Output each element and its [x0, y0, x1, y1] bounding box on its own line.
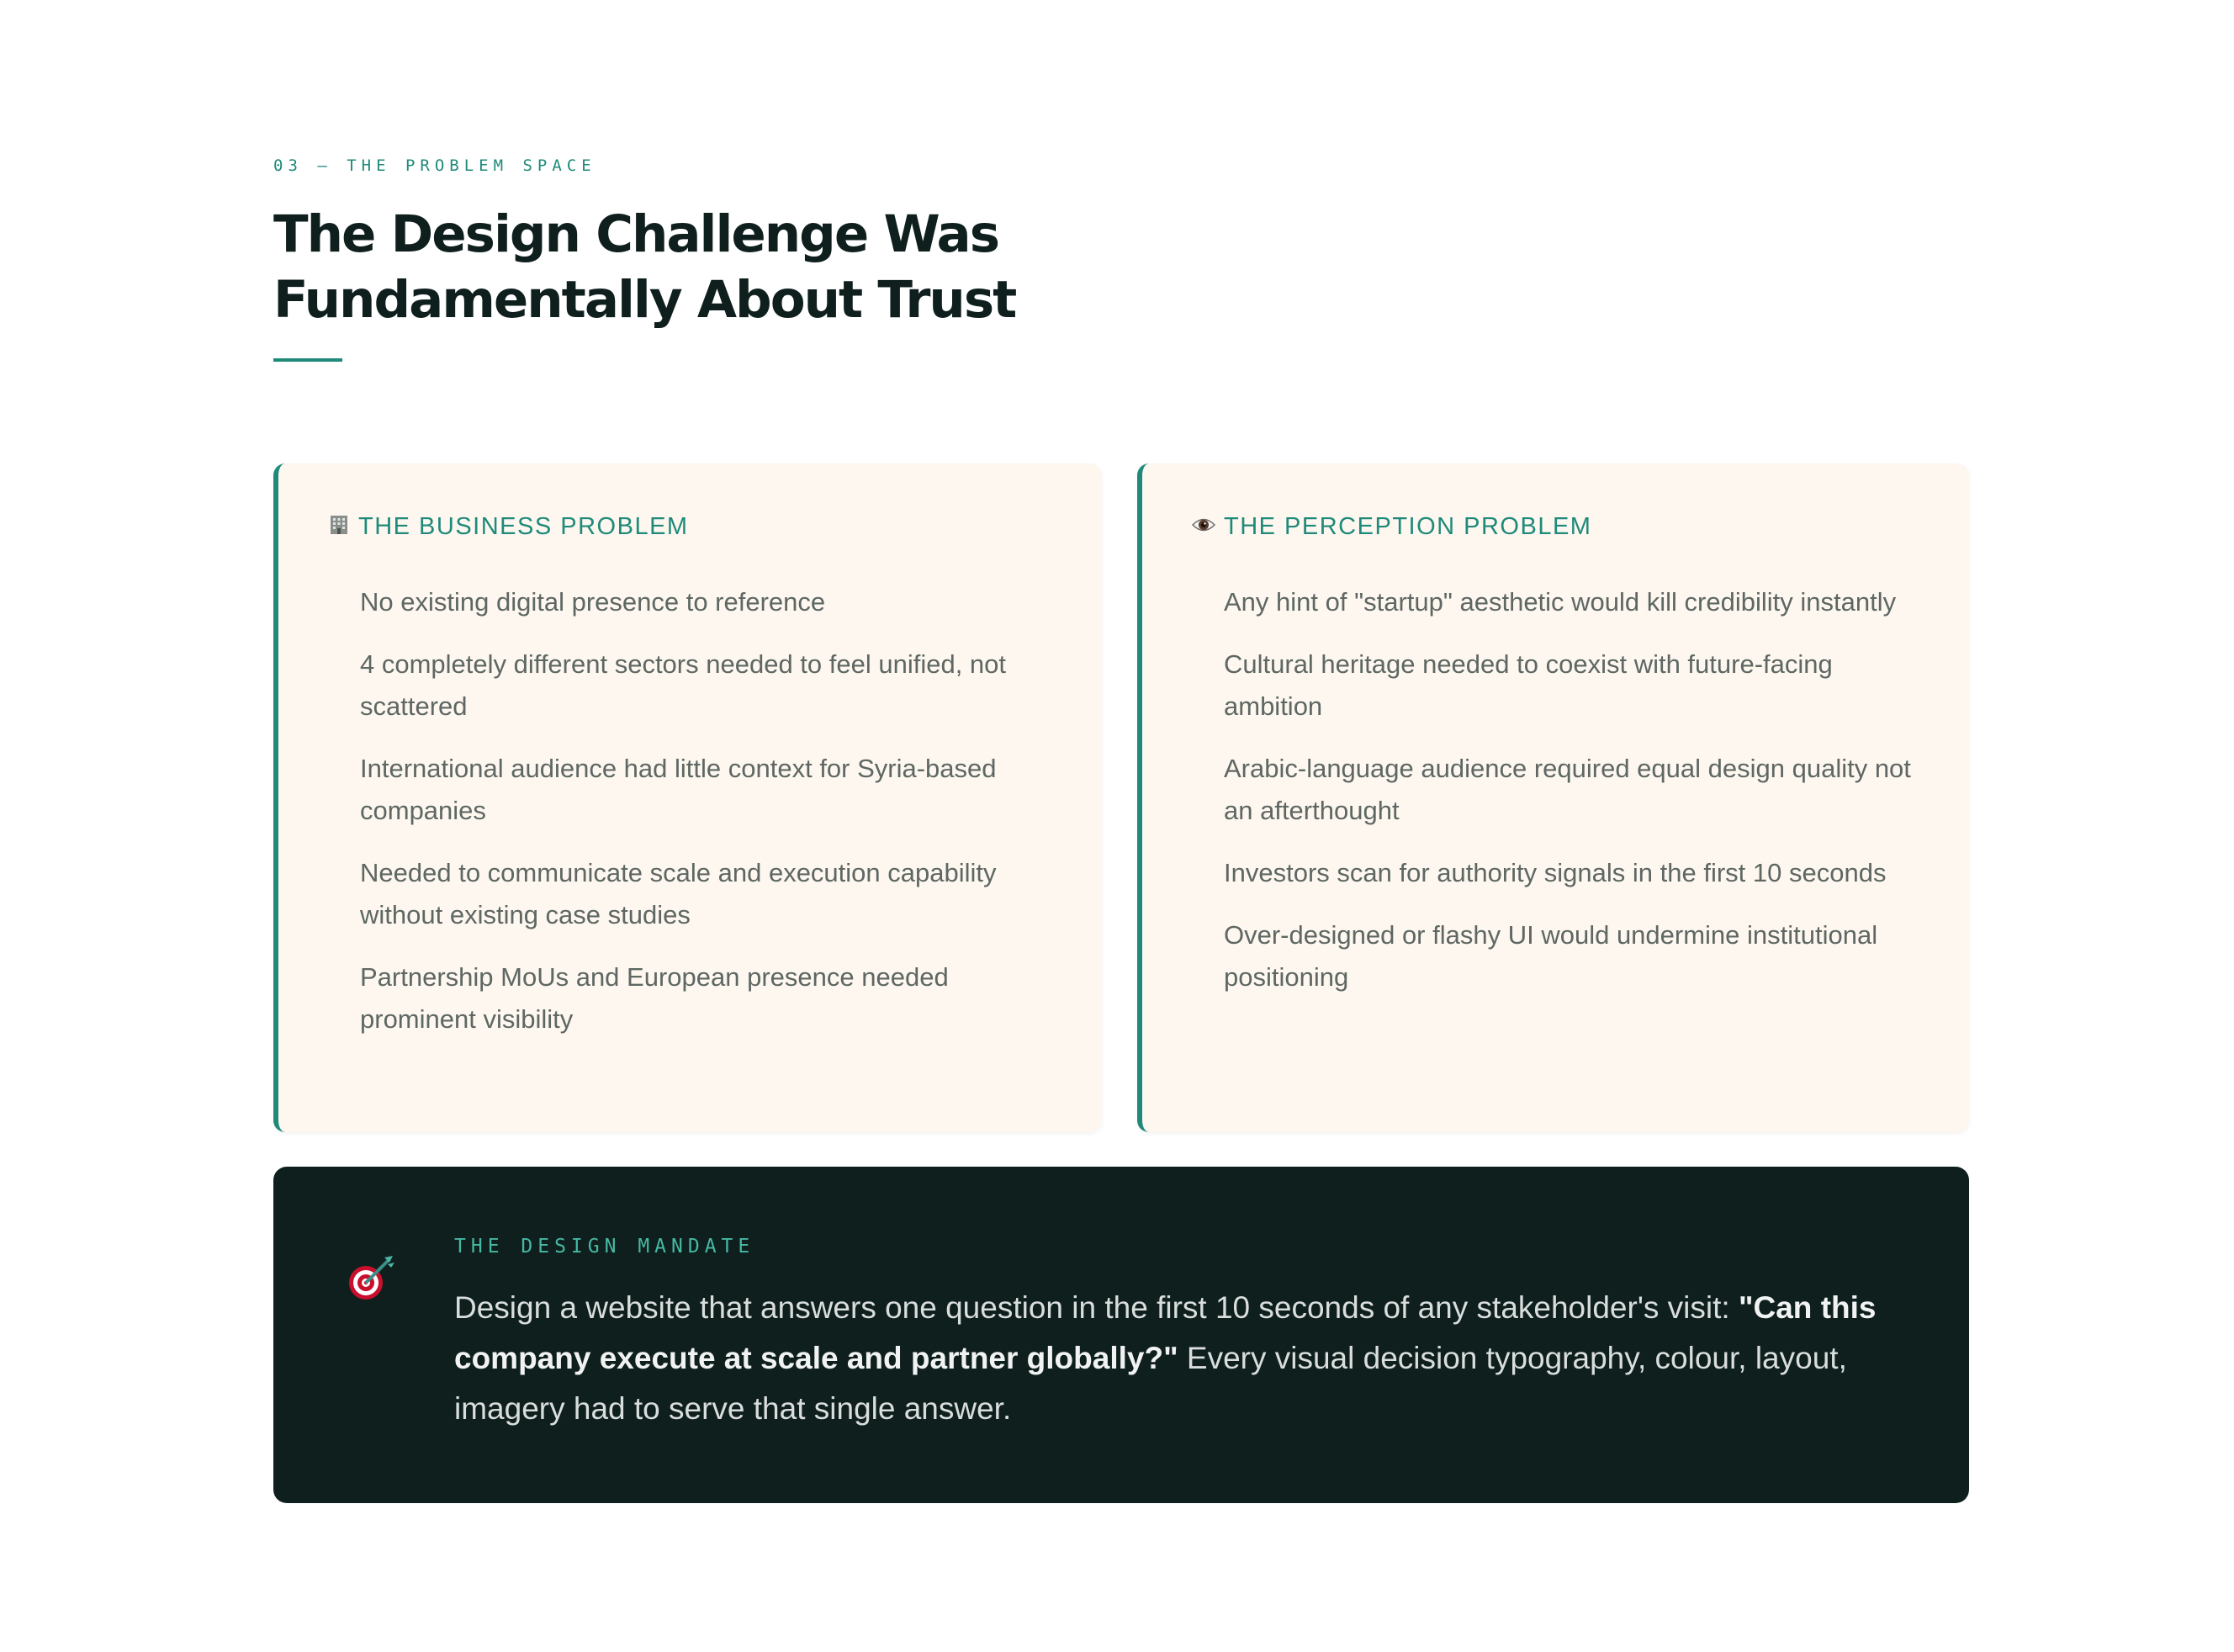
mandate-key-question: "Can this company execute at scale and partner globally?" [454, 1290, 1877, 1375]
perception-problem-list [1224, 581, 1914, 1019]
perception-problem-title: THE PERCEPTION PROBLEM [1224, 513, 1592, 540]
page-title-line-1: The Design Challenge Was [273, 204, 999, 264]
list-item: Cultural heritage needed to coexist with future-facing ambition [1224, 649, 1833, 721]
list-item: Over-designed or flashy UI would undermine institutional positioning [1224, 920, 1878, 992]
business-problem-header [328, 513, 689, 541]
perception-problem-card [1137, 463, 1969, 1132]
business-problem-list [360, 581, 1050, 1061]
list-item: International audience had little context for Syria-based companies [360, 754, 997, 825]
mandate-intro-text: Design a website that answers one question in the first 10 seconds of any stakeholder's visit: [454, 1290, 1739, 1325]
list-item: Investors scan for authority signals in the first 10 seconds [1224, 858, 1887, 887]
office-building-icon [328, 514, 350, 540]
design-mandate-panel [273, 1167, 1969, 1503]
page-title [273, 202, 1199, 333]
eye-icon [1192, 516, 1215, 538]
list-item: Arabic-language audience required equal design quality not an afterthought [1224, 754, 1911, 825]
section-eyebrow: 03 — THE PROBLEM SPACE [273, 156, 596, 175]
list-item: Partnership MoUs and European presence needed prominent visibility [360, 962, 949, 1034]
perception-problem-header [1192, 513, 1591, 541]
target-dart-icon [346, 1252, 396, 1303]
page-title-line-2: Fundamentally About Trust [273, 270, 1016, 330]
design-mandate-eyebrow: THE DESIGN MANDATE [454, 1236, 755, 1258]
list-item: Needed to communicate scale and execution capability without existing case studies [360, 858, 997, 929]
mandate-outro-text: Every visual decision typography, colour, layout, imagery had to serve that single answer. [454, 1341, 1847, 1426]
list-item: 4 completely different sectors needed to feel unified, not scattered [360, 649, 1007, 721]
business-problem-card [273, 463, 1102, 1132]
list-item: Any hint of "startup" aesthetic would kill credibility instantly [1224, 587, 1897, 617]
title-divider [273, 358, 342, 362]
list-item: No existing digital presence to reference [360, 587, 826, 617]
design-mandate-statement [454, 1283, 1918, 1434]
business-problem-title: THE BUSINESS PROBLEM [358, 513, 689, 540]
